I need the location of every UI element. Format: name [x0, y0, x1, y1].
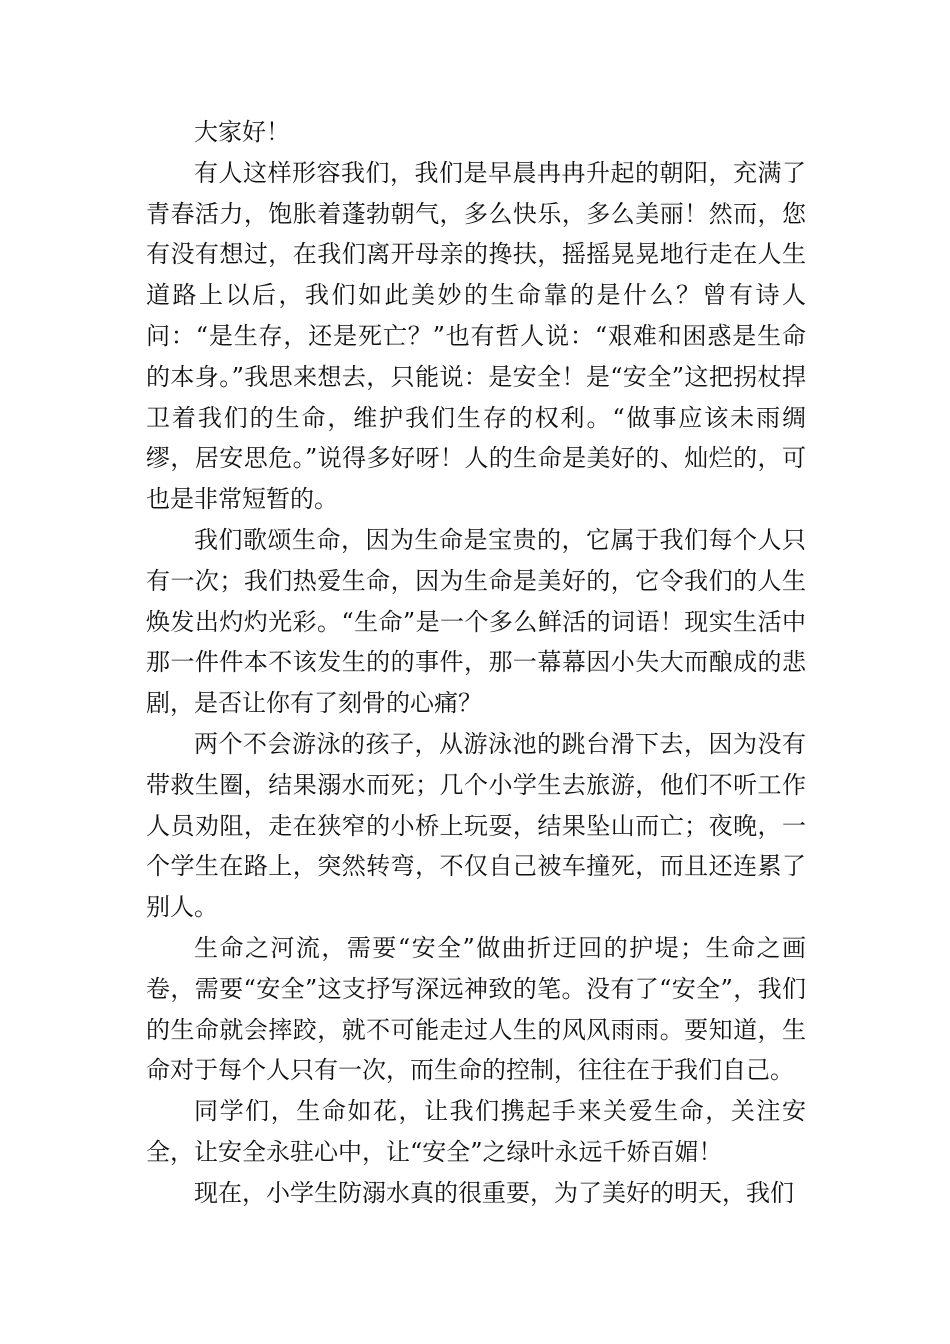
- body-paragraph: 生命之河流，需要“安全”做曲折迂回的护堤；生命之画卷，需要“安全”这支抒写深远神致的笔。没有了“安全”，我们的生命就会摔跤，就不可能走过人生的风风雨雨。要知道，生命对于每个人只有一次，而生命的控制，往往在于我们自己。: [146, 933, 806, 1085]
- greeting-paragraph: 大家好！: [194, 118, 290, 146]
- body-paragraph: 有人这样形容我们，我们是早晨冉冉升起的朝阳，充满了青春活力，饱胀着蓬勃朝气，多么快乐，多么美丽！然而，您有没有想过，在我们离开母亲的搀扶，摇摇晃晃地行走在人生道路上以后，我们如此美妙的生命靠的是什么？曾有诗人问：“是生存，还是死亡？”也有哲人说：“艰难和困惑是生命的本身。”我思来想去，只能说：是安全！是“安全”这把拐杖捍卫着我们的生命，维护我们生存的权利。“做事应该未雨绸缪，居安思危。”说得多好呀！人的生命是美好的、灿烂的，可也是非常短暂的。: [146, 158, 806, 514]
- body-paragraph: 同学们，生命如花，让我们携起手来关爱生命，关注安全，让安全永驻心中，让“安全”之绿叶永远千娇百媚！: [146, 1097, 806, 1166]
- body-paragraph: 两个不会游泳的孩子，从游泳池的跳台滑下去，因为没有带救生圈，结果溺水而死；几个小学生去旅游，他们不听工作人员劝阻，走在狭窄的小桥上玩耍，结果坠山而亡；夜晚，一个学生在路上，突然转弯，不仅自己被车撞死，而且还连累了别人。: [146, 729, 806, 922]
- body-paragraph: 现在，小学生防溺水真的很重要，为了美好的明天，我们: [194, 1178, 794, 1207]
- document-body: [146, 112, 806, 1214]
- body-paragraph: 我们歌颂生命，因为生命是宝贵的，它属于我们每个人只有一次；我们热爱生命，因为生命是美好的，它令我们的人生焕发出灼灼光彩。“生命”是一个多么鲜活的词语！现实生活中那一件件本不该发生的的事件，那一幕幕因小失大而酿成的悲剧，是否让你有了刻骨的心痛？: [146, 525, 806, 718]
